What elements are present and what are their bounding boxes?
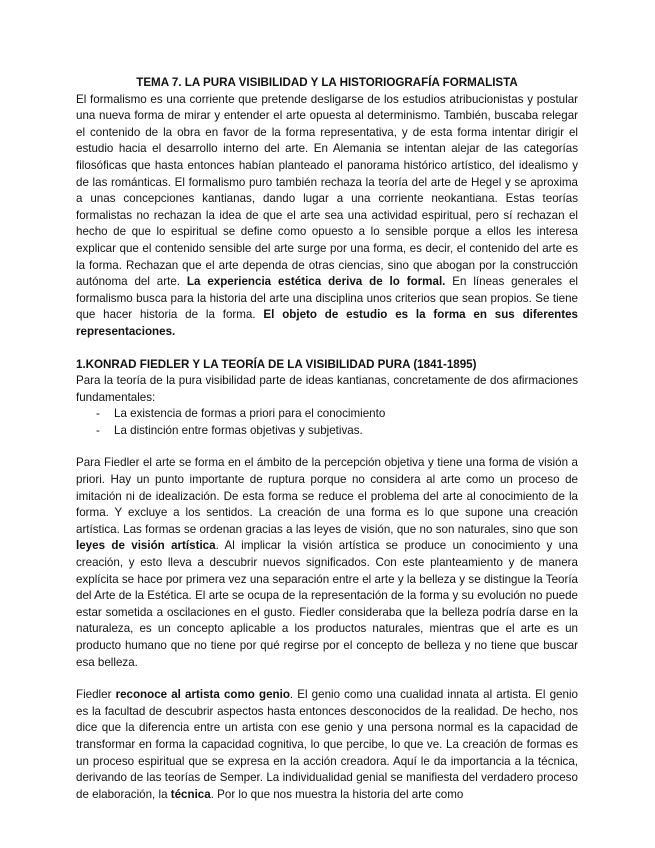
intro-bold-2: El objeto de estudio es la forma en sus diferentes representaciones. bbox=[76, 308, 578, 338]
fiedler-paragraph bbox=[76, 455, 578, 671]
list-item bbox=[76, 406, 578, 423]
bullet-marker: - bbox=[96, 423, 100, 437]
para3-text-2: . El genio como una cualidad innata al artista. El genio es la facultad de descubrir aspectos hasta entonces desconocidos de la realidad. De hecho, nos dice que la diferencia entre un artista con ese genio y una persona normal es la capacidad de transformar en forma la capacidad cognitiva, lo que percibe, lo que ve. La creación de formas es un proceso espiritual que se expresa en la acción creadora. Aquí le da importancia a la técnica, derivando de las teorías de Semper. La individualidad genial se manifiesta del verdadero proceso de elaboración, la bbox=[76, 688, 578, 801]
para2-text-2: . Al implicar la visión artística se produce un conocimiento y una creación, y esto lleva a descubrir nuevos significados. Con este planteamiento y de manera explícita se hace por primera vez una separación entre el arte y la belleza y se distingue la Teoría del Arte de la Estética. El arte se ocupa de la representación de la forma y su evolución no puede estar sometida a oscilaciones en el gusto. Fiedler consideraba que la belleza podría darse en la naturaleza, es un concepto aplicable a los productos naturales, mientras que el arte es un producto humano que no tiene por qué regirse por el concepto de belleza y no tiene que buscar esa belleza. bbox=[76, 539, 578, 669]
para3-bold-2: técnica bbox=[170, 787, 211, 801]
para2-text-1: Para Fiedler el arte se forma en el ámbito de la percepción objetiva y tiene una forma de visión a priori. Hay un punto importante de ruptura porque no considera al arte como un proceso de imitación ni de idealización. De esta forma se reduce el problema del arte al conocimiento de la forma. Y excluye a los sentidos. La creación de una forma es lo que supone una creación artística. Las formas se ordenan gracias a las leyes de visión, que no son naturales, sino que son bbox=[76, 456, 578, 536]
document-page bbox=[76, 75, 578, 803]
list-item-text: La existencia de formas a priori para el conocimiento bbox=[114, 407, 386, 421]
section-lead: Para la teoría de la pura visibilidad parte de ideas kantianas, concretamente de dos afirmaciones fundamentales: bbox=[76, 374, 578, 404]
para3-bold-1: reconoce al artista como genio bbox=[115, 688, 290, 702]
intro-text-2: En líneas generales el formalismo busca para la historia del arte una disciplina unos criterios que sean propios. Se tiene que hacer historia de la forma. bbox=[76, 275, 578, 322]
intro-text-1: El formalismo es una corriente que pretende desligarse de los estudios atribucionistas y postular una nueva forma de mirar y entender el arte opuesta al determinismo. También, buscaba relegar el contenido de la obra en favor de la forma representativa, y de esta forma intentar dirigir el estudio hacia el desarrollo interno del arte. En Alemania se intentan alejar de las categorías filosóficas que hasta entonces habían planteado el panorama histórico artístico, del idealismo y de las románticas. El formalismo puro también rechaza la teoría del arte de Hegel y se aproxima a unas concepciones kantianas, dando lugar a una corriente neokantiana. Estas teorías formalistas no rechazan la idea de que el arte sea una actividad espiritual, pero sí rechazan el hecho de que lo espiritual se define como opuesto a lo sensible porque a ellos les interesa explicar que el contenido sensible del arte surge por una forma, es decir, el contenido del arte es la forma. Rechazan que el arte dependa de otras ciencias, sino que abogan por la construcción autónoma del arte. bbox=[76, 92, 578, 289]
section-heading: 1.KONRAD FIEDLER Y LA TEORÍA DE LA VISIBILIDAD PURA (1841-1895) bbox=[76, 357, 477, 371]
para3-text-3: . Por lo que nos muestra la historia del arte como bbox=[210, 787, 464, 801]
list-item-text: La distinción entre formas objetivas y subjetivas. bbox=[114, 423, 363, 437]
para3-text-1: Fiedler bbox=[76, 688, 116, 702]
intro-bold-1: La experiencia estética deriva de lo formal. bbox=[186, 275, 446, 289]
bullet-list bbox=[76, 406, 578, 439]
bullet-marker: - bbox=[96, 407, 100, 421]
document-title: TEMA 7. LA PURA VISIBILIDAD Y LA HISTORIOGRAFÍA FORMALISTA bbox=[136, 76, 518, 89]
intro-paragraph bbox=[76, 92, 578, 341]
genius-paragraph bbox=[76, 687, 578, 803]
para2-bold-1: leyes de visión artística bbox=[76, 539, 216, 553]
list-item bbox=[76, 423, 578, 440]
